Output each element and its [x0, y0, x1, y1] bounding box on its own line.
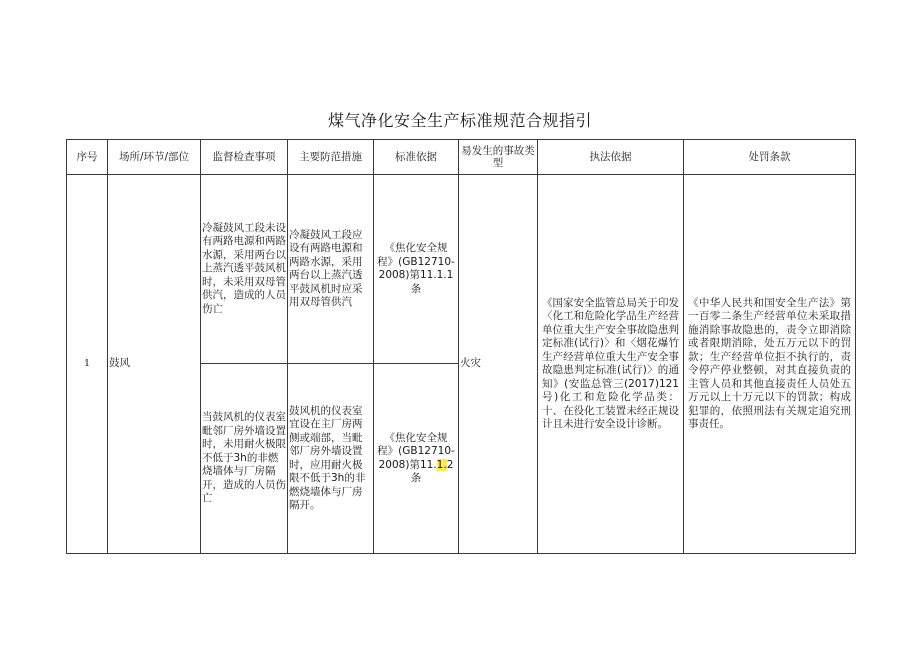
standard-text-end: 2条 — [410, 458, 454, 484]
cell-penalty: 《中华人民共和国安全生产法》第一百零二条生产经营单位未采取措施消除事故隐患的，责令立即消除或者限期消除，处五万元以下的罚款；生产经营单位拒不执行的，责令停产停业整顿，对其直接负责的主管人员和其他直接责任人员处五万元以上十万元以下的罚款；构成犯罪的，依照刑法有关规定追究刑事责任。 — [684, 175, 856, 554]
cell-measures-2: 鼓风机的仪表室宜设在主厂房两侧或端部，当毗邻厂房外墙设置时，应用耐火极限不低于3h的非燃烧墙体与厂房隔开。 — [288, 364, 374, 554]
header-row — [67, 140, 856, 175]
header-law: 执法依据 — [538, 140, 684, 175]
header-measures: 主要防范措施 — [288, 140, 374, 175]
cell-location: 鼓风 — [108, 175, 201, 554]
compliance-table — [66, 139, 856, 554]
cell-index: 1 — [67, 175, 108, 554]
header-index: 序号 — [67, 140, 108, 175]
cell-measures-1: 冷凝鼓风工段应设有两路电源和两路水源，采用两台以上蒸汽透平鼓风机时应采用双母管供汽 — [288, 175, 374, 364]
cell-inspection-1: 冷凝鼓风工段未设有两路电源和两路水源，采用两台以上蒸汽透平鼓风机时，未采用双母管供汽，造成的人员伤亡 — [201, 175, 288, 364]
cell-law: 《国家安全监管总局关于印发〈化工和危险化学品生产经营单位重大生产安全事故隐患判定标准(试行)〉和〈烟花爆竹生产经营单位重大生产安全事故隐患判定标准(试行)〉的通知》(安监总管三(2017)121号)化工和危险化学品类：十、在役化工装置未经正规设计且未进行安全设计诊断。 — [538, 175, 684, 554]
header-penalty: 处罚条款 — [684, 140, 856, 175]
header-accident: 易发生的事故类型 — [459, 140, 538, 175]
header-location: 场所/环节/部位 — [108, 140, 201, 175]
header-standard: 标准依据 — [374, 140, 459, 175]
document-title: 煤气净化安全生产标准规范合规指引 — [327, 111, 592, 130]
standard-text: 《焦化安全规程》(GB12710-2008)第11. — [377, 431, 455, 471]
header-inspection: 监督检查事项 — [201, 140, 288, 175]
cell-standard-2 — [374, 364, 459, 554]
cell-inspection-2: 当鼓风机的仪表室毗邻厂房外墙设置时，未用耐火极限不低于3h的非燃烧墙体与厂房隔开，造成的人员伤亡 — [201, 364, 288, 554]
cell-standard-1 — [374, 175, 459, 364]
standard-text: 《焦化安全规程》(GB12710-2008)第11.1.1条 — [377, 242, 455, 295]
table-row — [67, 175, 856, 364]
standard-highlight: 1. — [436, 458, 447, 471]
cell-accident: 火灾 — [459, 175, 538, 554]
